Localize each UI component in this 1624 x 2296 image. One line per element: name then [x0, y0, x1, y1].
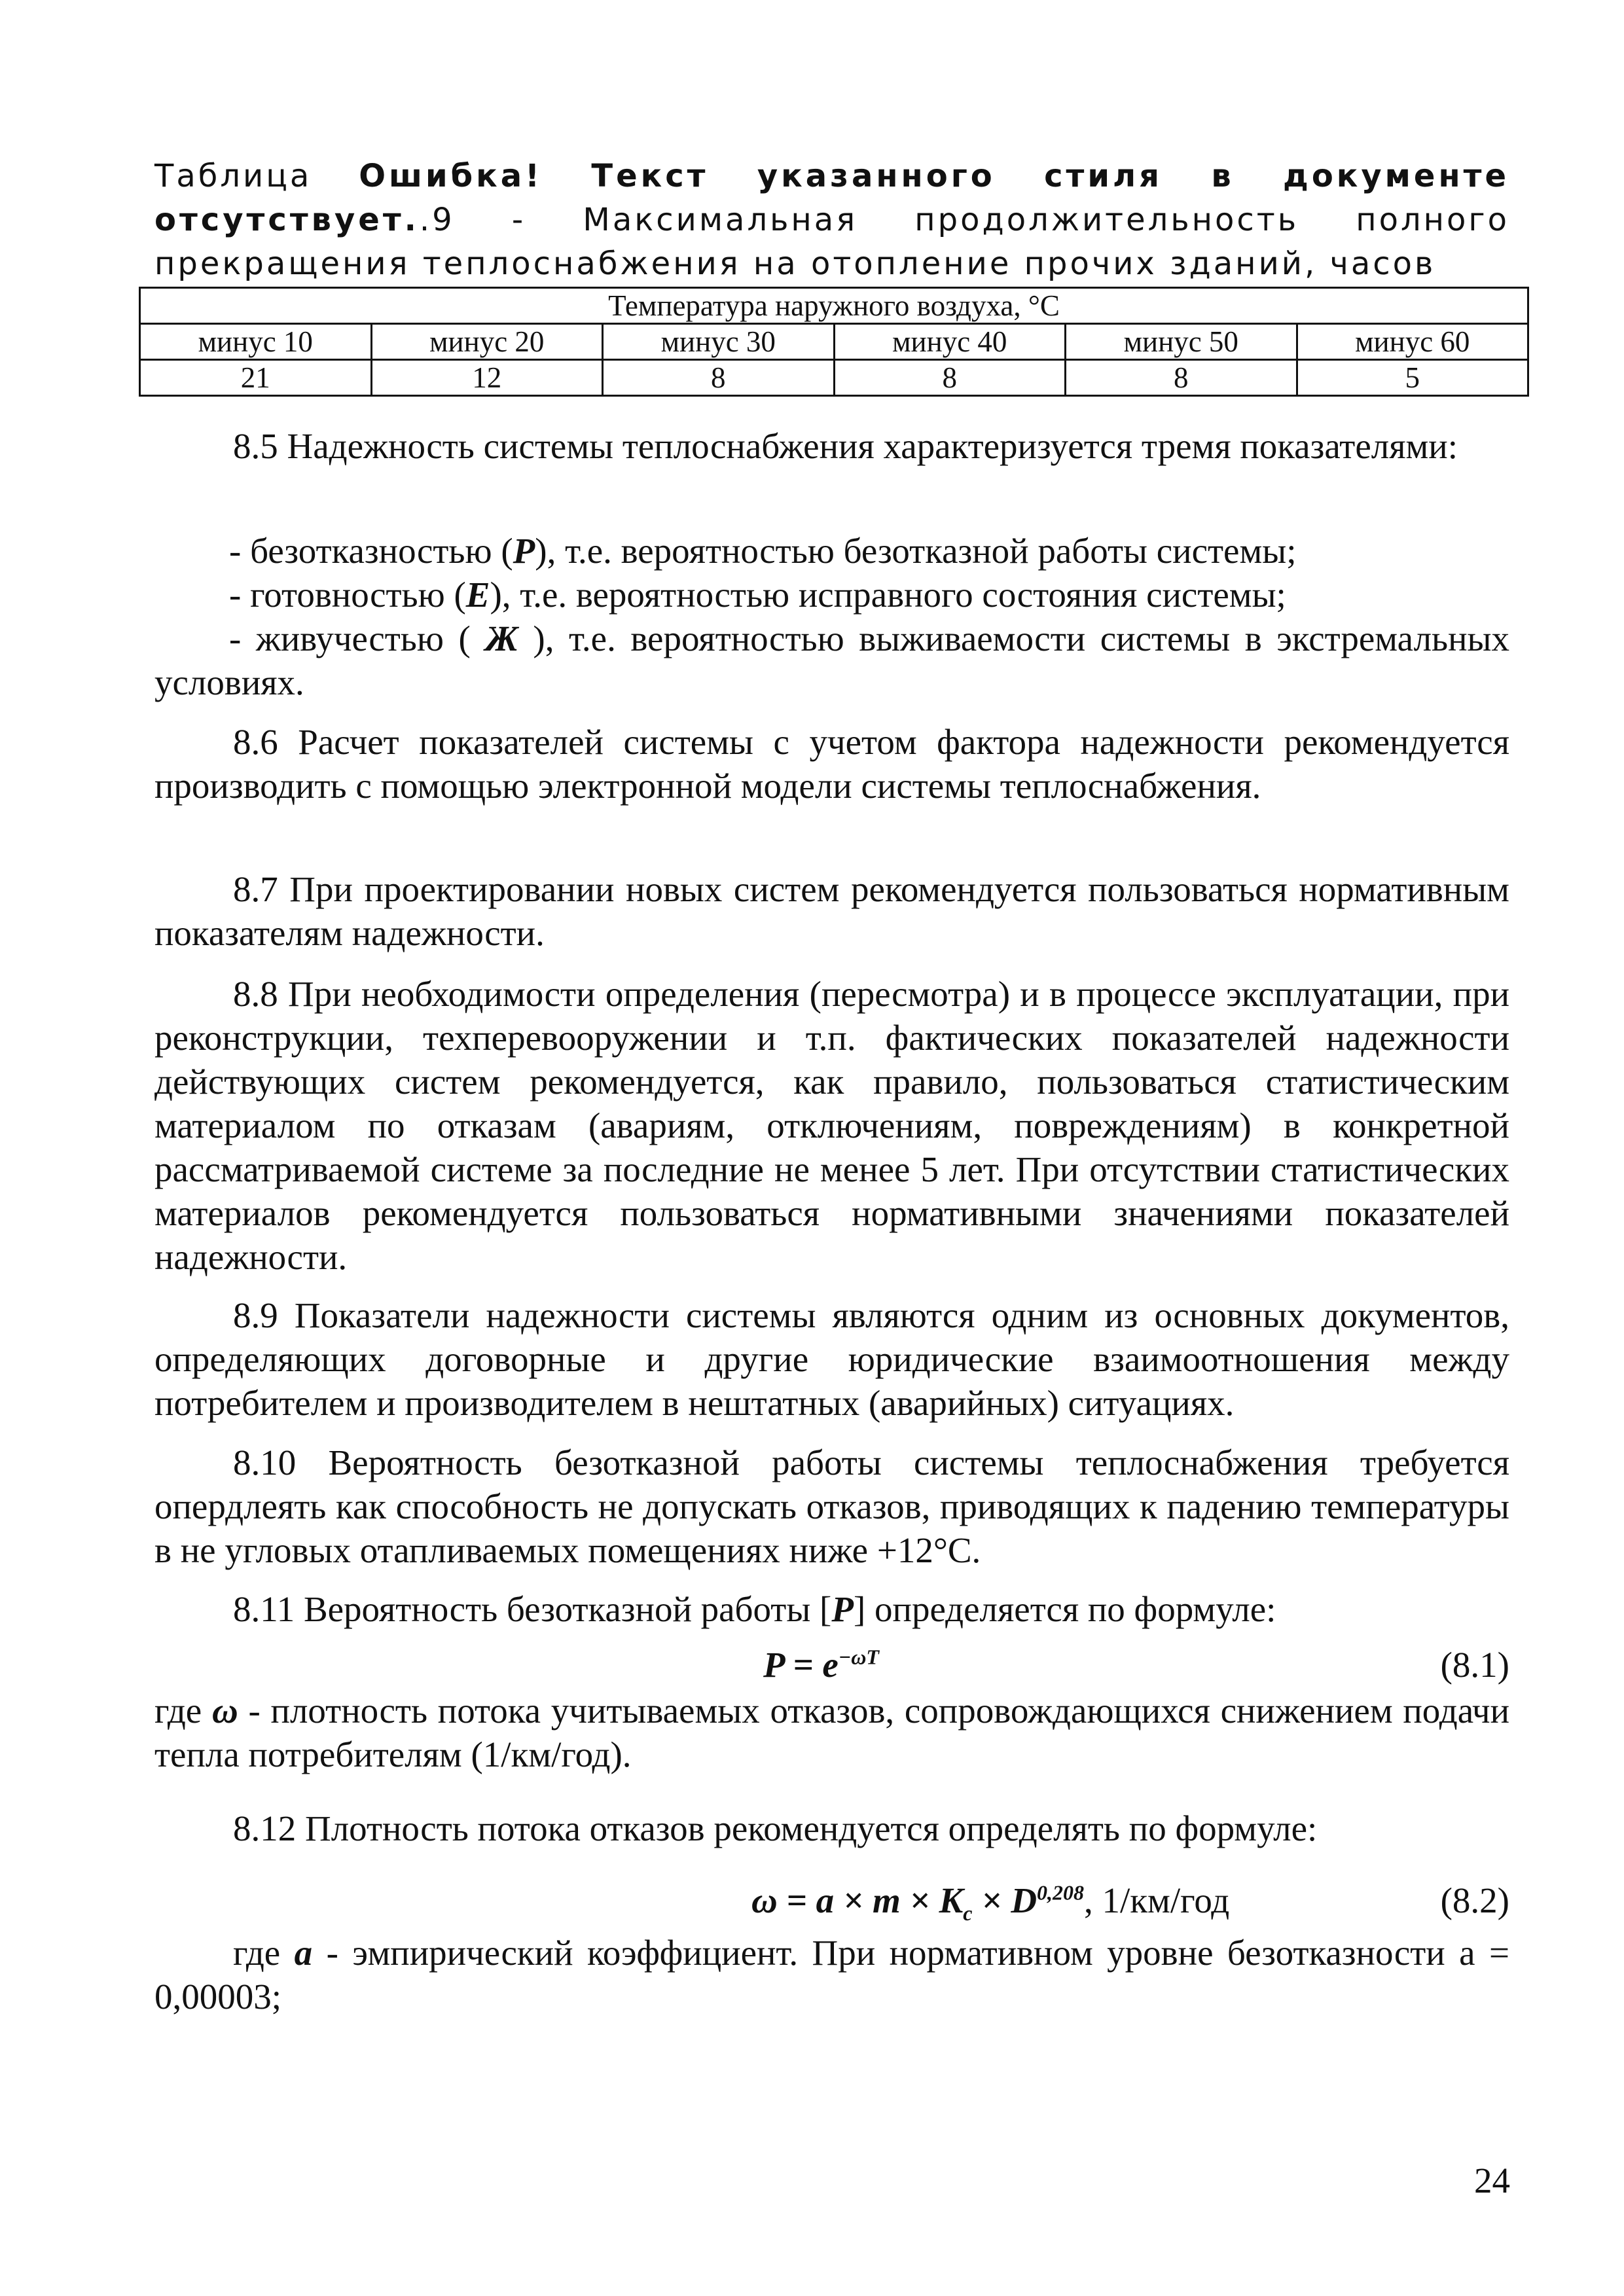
- equation-number: (8.1): [1440, 1645, 1509, 1685]
- section-8-7: [154, 867, 1509, 955]
- paragraph-8-10: 8.10 Вероятность безотказной работы системы теплоснабжения требуется опердлеять как способность не допускать отказов, приводящих к падению температуры в не угловых отапливаемых помещениях ниже +12°С.: [154, 1443, 1509, 1570]
- paragraph-8-6: 8.6 Расчет показателей системы с учетом фактора надежности рекомендуется производить с помощью электронной модели системы теплоснабжения.: [154, 722, 1509, 806]
- paragraph-where-a: где a - эмпирический коэффициент. При нормативном уровне безотказности а = 0,00003;: [154, 1933, 1509, 2017]
- list-item: - живучестью ( Ж ), т.е. вероятностью выживаемости системы в экстремальных условиях.: [154, 619, 1509, 702]
- paragraph-8-7: 8.7 При проектировании новых систем рекомендуется пользоваться нормативным показателям надежности.: [154, 869, 1509, 953]
- caption-error-text: Ошибка! Текст указанного стиля в документе отсутствует.: [154, 158, 1509, 238]
- page-number: 24: [1474, 2161, 1510, 2200]
- table-cell: 21: [140, 360, 372, 396]
- formula-8-2: $\omega = a \times m \times K_c \times D^{0,208}$, 1/км/год: [751, 1880, 1230, 1925]
- section-8-6: [154, 720, 1509, 808]
- paragraph-8-5: 8.5 Надежность системы теплоснабжения характеризуется тремя показателями:: [233, 426, 1458, 466]
- formula-8-1: $P = e^{-\omega T}$: [763, 1645, 879, 1685]
- table-cell: минус 40: [834, 324, 1066, 360]
- table-cell: минус 60: [1297, 324, 1528, 360]
- table-cell: минус 10: [140, 324, 372, 360]
- list-item: - готовностью (Е), т.е. вероятностью исправного состояния системы;: [229, 575, 1286, 615]
- list-item: - безотказностью (P), т.е. вероятностью безотказной работы системы;: [229, 531, 1297, 571]
- table-cell: 12: [371, 360, 603, 396]
- caption-prefix: Таблица: [154, 158, 359, 194]
- section-8-10: [154, 1441, 1509, 1572]
- table-cell: минус 20: [371, 324, 603, 360]
- temperature-table: [139, 287, 1529, 397]
- section-8-5: [154, 424, 1509, 468]
- table-values-row: [140, 360, 1528, 396]
- equation-8-2: [154, 1878, 1509, 1924]
- table-caption: [154, 154, 1509, 286]
- table-columns-row: [140, 324, 1528, 360]
- table-cell: 8: [834, 360, 1066, 396]
- caption-suffix: .9 - Максимальная продолжительность полного прекращения теплоснабжения на отопление прочих зданий, часов: [154, 202, 1509, 282]
- table-header: Температура наружного воздуха, °С: [140, 288, 1528, 324]
- section-8-12: [154, 1806, 1509, 1850]
- table-cell: минус 50: [1066, 324, 1297, 360]
- table-cell: минус 30: [603, 324, 835, 360]
- table-cell: 5: [1297, 360, 1528, 396]
- paragraph-where-omega: где ω - плотность потока учитываемых отказов, сопровождающихся снижением подачи тепла потребителям (1/км/год).: [154, 1691, 1510, 1774]
- paragraph-8-9: 8.9 Показатели надежности системы являются одним из основных документов, определяющих договорные и другие юридические взаимоотношения между потребителем и производителем в нештатных (аварийных) ситуациях.: [154, 1295, 1509, 1423]
- section-8-11: [154, 1587, 1509, 1631]
- paragraph-8-12: 8.12 Плотность потока отказов рекомендуется определять по формуле:: [233, 1808, 1318, 1848]
- equation-8-1: [154, 1643, 1509, 1689]
- equation-number: (8.2): [1440, 1880, 1509, 1920]
- section-8-9: [154, 1293, 1509, 1425]
- paragraph-8-11: 8.11 Вероятность безотказной работы [P] определяется по формуле:: [233, 1589, 1276, 1629]
- table-cell: 8: [603, 360, 835, 396]
- paragraph-8-8: 8.8 При необходимости определения (пересмотра) и в процессе эксплуатации, при реконструкции, техперевооружении и т.п. фактических показателей надежности действующих систем рекомендуется, как правило, пользоваться статистическим материалом по отказам (авариям, отключениям, повреждениям) в конкретной рассматриваемой системе за последние не менее 5 лет. При отсутствии статистических материалов рекомендуется пользоваться нормативными значениями показателей надежности.: [154, 974, 1509, 1277]
- reliability-list: [154, 529, 1509, 704]
- table-header-row: [140, 288, 1528, 324]
- section-8-8: [154, 972, 1509, 1279]
- where-a: [154, 1931, 1509, 2018]
- table-cell: 8: [1066, 360, 1297, 396]
- where-omega: [154, 1689, 1509, 1776]
